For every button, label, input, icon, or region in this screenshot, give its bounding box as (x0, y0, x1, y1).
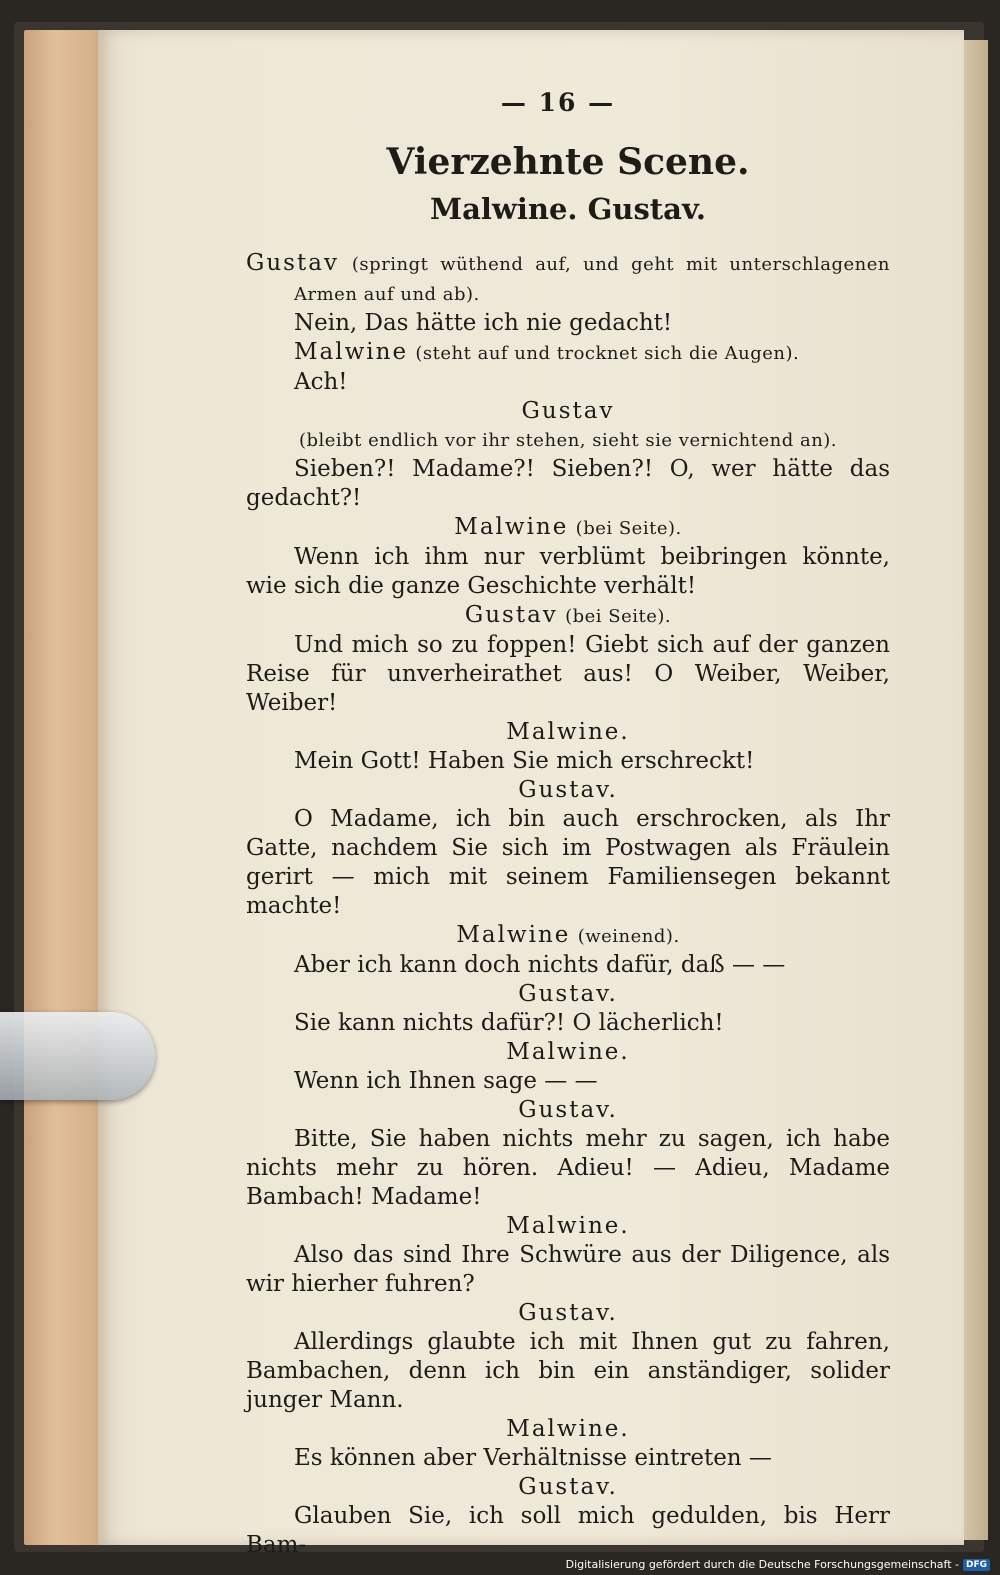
dialogue-line (246, 921, 890, 951)
dialogue-line: Bitte, Sie haben nichts mehr zu sagen, ich habe nichts mehr zu hören. Adieu! — Adieu, Madame Bambach! Madame! (246, 1126, 890, 1210)
speaker-name: Malwine (454, 514, 569, 540)
stage-direction: (bei Seite). (565, 606, 672, 627)
speaker-name: Gustav. (518, 1300, 618, 1326)
dialogue-line: Ach! (294, 369, 348, 395)
speaker-name: Malwine. (506, 1039, 630, 1065)
speaker-name: Gustav (464, 602, 558, 628)
dialogue-line: Sie kann nichts dafür?! O lächerlich! (294, 1010, 724, 1036)
speaker-name: Malwine (294, 339, 409, 365)
page-number: — 16 — (500, 88, 616, 117)
stage-direction: (bleibt endlich vor ihr stehen, sieht sie vernichtend an). (298, 430, 838, 451)
dialogue-line: Glauben Sie, ich soll mich gedulden, bis Herr Bam- (246, 1503, 890, 1558)
dialogue-line (246, 601, 890, 631)
speaker-name: Gustav. (518, 1474, 618, 1500)
stage-direction: (steht auf und trocknet sich die Augen). (415, 343, 800, 364)
speaker-name: Malwine (456, 922, 571, 948)
page-text (246, 88, 890, 1560)
dialogue-line: Allerdings glaubte ich mit Ihnen gut zu fahren, Bambachen, denn ich bin ein anständiger, solider junger Mann. (246, 1329, 890, 1413)
speaker-name: Malwine. (506, 719, 630, 745)
dialogue-line: O Madame, ich bin auch erschrocken, als Ihr Gatte, nachdem Sie sich im Postwagen als Fräulein gerirt — mich mit seinem Familiensegen bekannt machte! (246, 806, 890, 919)
stage-direction: (springt wüthend auf, und geht mit unterschlagenen Armen auf und ab). (294, 254, 891, 305)
speaker-name: Gustav. (518, 1097, 618, 1123)
dialogue-line: Mein Gott! Haben Sie mich erschreckt! (294, 748, 755, 774)
speaker-name: Gustav. (518, 981, 618, 1007)
dialogue-line: Sieben?! Madame?! Sieben?! O, wer hätte das gedacht?! (246, 456, 890, 511)
speaker-name: Gustav (246, 250, 339, 276)
dialogue-line: Wenn ich ihm nur verblümt beibringen könnte, wie sich die ganze Geschichte verhält! (246, 544, 890, 599)
dialogue-line: Es können aber Verhältnisse eintreten — (294, 1445, 772, 1471)
dialogue-line: Nein, Das hätte ich nie gedacht! (294, 310, 673, 336)
dfg-logo: DFG (963, 1559, 990, 1571)
stage-direction: (bei Seite). (575, 518, 682, 539)
right-page-edge (962, 40, 988, 1540)
dialogue-line: Und mich so zu foppen! Giebt sich auf der ganzen Reise für unverheirathet aus! O Weiber, Weiber, Weiber! (246, 632, 890, 716)
speaker-name: Gustav (521, 398, 615, 424)
dialogue-line: Wenn ich Ihnen sage — — (294, 1068, 598, 1094)
dialogue-line (246, 338, 890, 368)
speaker-name: Malwine. (506, 1416, 630, 1442)
scene-title: Vierzehnte Scene. (386, 141, 750, 183)
scene-characters: Malwine. Gustav. (429, 192, 706, 226)
dialogue-line (246, 249, 890, 309)
digitization-credit (566, 1558, 990, 1571)
speaker-name: Malwine. (506, 1213, 630, 1239)
dialogue-line: Also das sind Ihre Schwüre aus der Diligence, als wir hierher fuhren? (246, 1242, 890, 1297)
dialogue-line: Aber ich kann doch nichts dafür, daß — — (294, 952, 786, 978)
speaker-name: Gustav. (518, 777, 618, 803)
stage-direction: (weinend). (577, 926, 680, 947)
plastic-clip (0, 1012, 155, 1100)
credit-text: Digitalisierung gefördert durch die Deutsche Forschungsgemeinschaft - (565, 1558, 959, 1571)
dialogue-line (246, 513, 890, 543)
